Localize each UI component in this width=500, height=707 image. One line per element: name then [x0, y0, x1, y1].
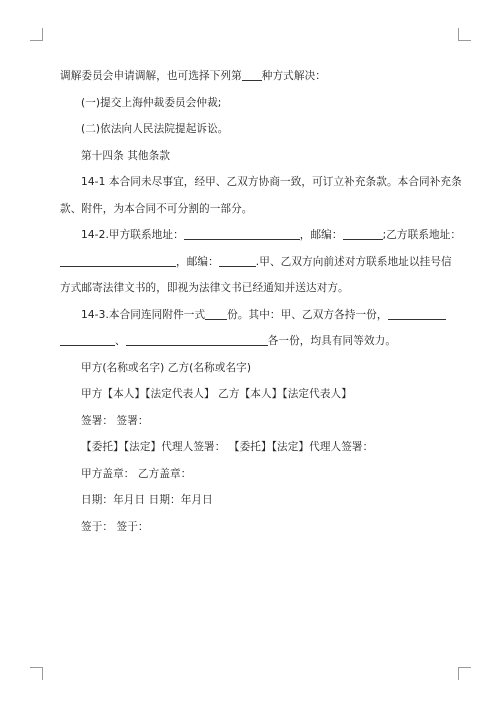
blank-field[interactable] [205, 307, 227, 320]
crop-mark-top-right [458, 28, 471, 41]
paragraph-mediation [60, 63, 440, 90]
text: ，邮编： [299, 229, 343, 241]
blank-field[interactable] [60, 333, 115, 346]
crop-mark-bottom-right [458, 667, 471, 680]
text: ;乙方联系地址： [382, 229, 462, 241]
clause-14-2-line2 [60, 249, 452, 276]
option-arbitration: (一)提交上海仲裁委员会仲裁; [81, 96, 222, 109]
text: 种方式解决： [261, 70, 326, 82]
clause-14-2-line1 [60, 222, 462, 249]
clause-14-3-line2 [60, 328, 440, 355]
text: 14-2.甲方联系地址： [81, 229, 184, 241]
text: 、 [115, 335, 126, 347]
signature-line: 签署： 签署： [81, 414, 149, 427]
blank-field[interactable] [126, 333, 268, 346]
blank-field[interactable] [388, 307, 446, 320]
text: ，邮编： [176, 255, 219, 268]
clause-14-3-line1 [60, 302, 440, 329]
agent-signature-line: 【委托】【法定】代理人签署： 【委托】【法定】代理人签署： [81, 441, 374, 453]
text: .甲、乙双方向前述对方联系地址以挂号信 [255, 255, 452, 268]
party-roles: 甲方【本人】【法定代表人】 乙方【本人】【法定代表人】 [81, 388, 352, 400]
blank-field[interactable] [184, 227, 300, 240]
seal-line: 甲方盖章： 乙方盖章： [81, 467, 192, 480]
clause-14-1-line1: 14-1 本合同未尽事宜，经甲、乙双方协商一致，可订立补充条款。本合同补充条 [81, 176, 462, 188]
text: 调解委员会申请调解，也可选择下列第 [60, 70, 242, 82]
text: 份。其中：甲、乙双方各持一份， [227, 308, 388, 321]
date-line: 日期：年月日 日期：年月日 [81, 494, 213, 506]
clause-14-1-line2: 款、附件，为本合同不可分割的一部分。 [60, 202, 253, 215]
option-litigation: (二)依法向人民法院提起诉讼。 [81, 123, 229, 135]
text: 各一份，均具有同等效力。 [267, 335, 397, 347]
party-names: 甲方(名称或名字) 乙方(名称或名字) [81, 361, 252, 374]
blank-field[interactable] [60, 254, 176, 267]
crop-mark-top-left [30, 28, 43, 41]
signed-at-line: 签于： 签于： [81, 520, 149, 533]
text: 14-3.本合同连同附件一式 [81, 308, 206, 321]
section-heading: 第十四条 其他条款 [81, 149, 171, 162]
blank-field[interactable] [219, 254, 256, 267]
blank-field[interactable] [343, 227, 383, 240]
blank-field[interactable] [242, 68, 262, 81]
document-body [60, 63, 462, 540]
clause-14-2-line3: 方式邮寄法律文书的，即视为法律文书已经通知并送达对方。 [60, 282, 349, 294]
crop-mark-bottom-left [30, 667, 43, 680]
